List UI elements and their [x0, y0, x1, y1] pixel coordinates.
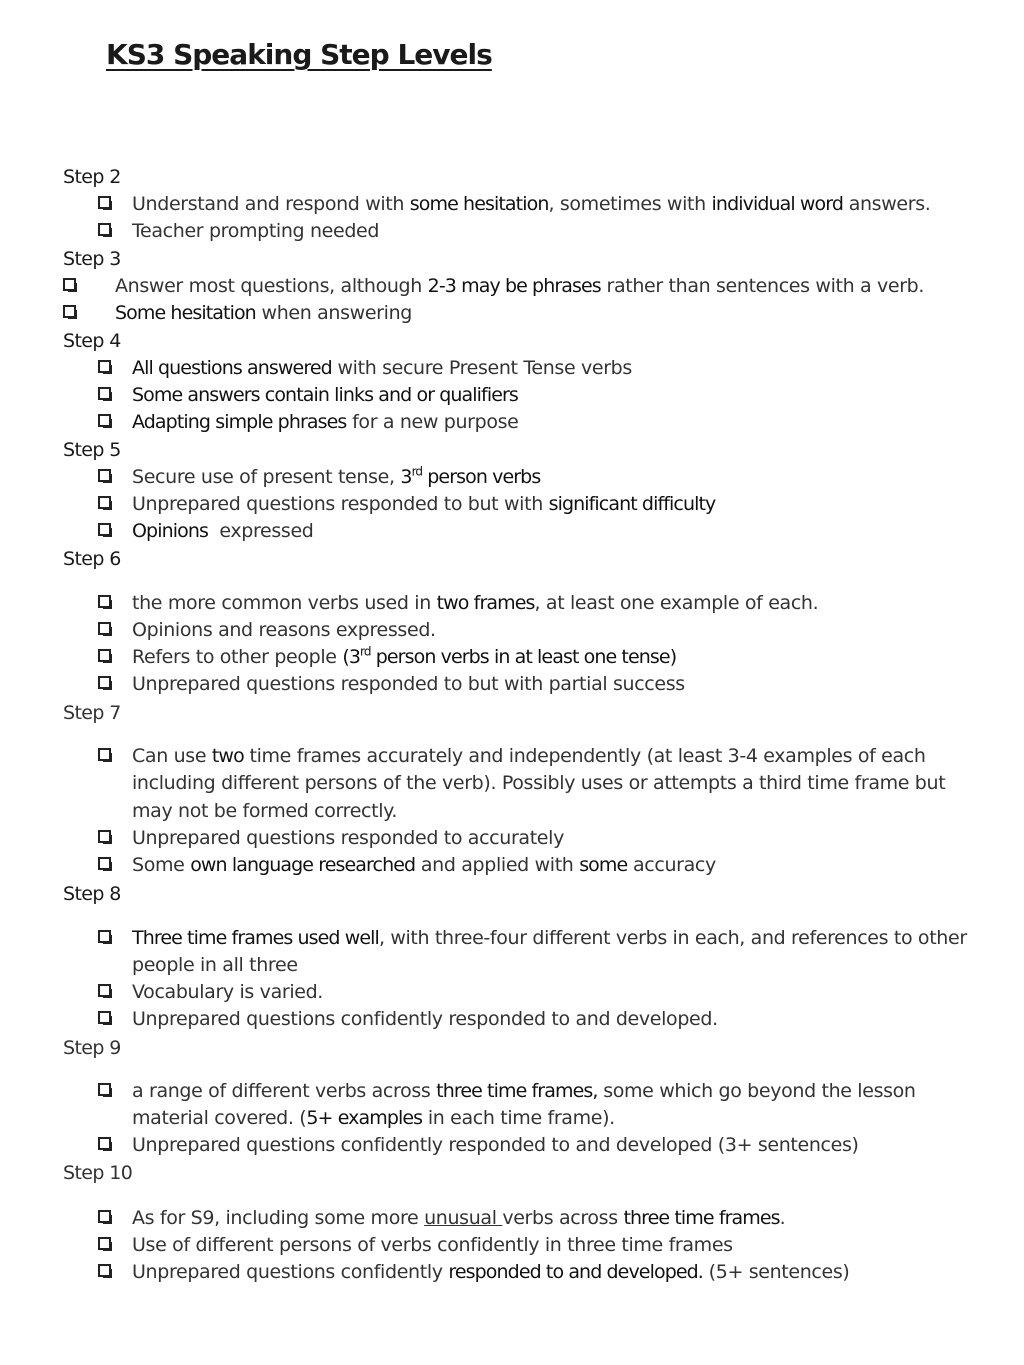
- checkbox-icon: [98, 387, 111, 400]
- list-item: As for S9, including some more unusual verbs across three time frames.: [98, 1205, 978, 1232]
- checkbox-icon: [98, 1137, 111, 1150]
- checkbox-icon: [98, 649, 111, 662]
- list-item: Unprepared questions responded to accurately: [98, 825, 978, 852]
- list-item: Unprepared questions responded to but with partial success: [98, 671, 978, 698]
- checkbox-icon: [98, 1083, 111, 1096]
- checkbox-icon: [98, 1264, 111, 1277]
- checkbox-icon: [98, 595, 111, 608]
- list-item: Teacher prompting needed: [98, 218, 978, 245]
- step-heading-5: Step 5: [63, 439, 121, 461]
- list-item: Opinions expressed: [98, 518, 978, 545]
- checkbox-icon: [98, 857, 111, 870]
- list-item: Unprepared questions confidently responded to and developed (3+ sentences): [98, 1132, 978, 1159]
- list-item: Use of different persons of verbs confidently in three time frames: [98, 1232, 978, 1259]
- checkbox-icon: [98, 360, 111, 373]
- list-item: Unprepared questions confidently responded to and developed. (5+ sentences): [98, 1259, 978, 1286]
- step-heading-7: Step 7: [63, 702, 121, 724]
- checkbox-icon: [98, 1210, 111, 1223]
- checkbox-icon: [98, 622, 111, 635]
- checkbox-icon: [98, 984, 111, 997]
- list-item: Some own language researched and applied with some accuracy: [98, 852, 978, 879]
- checkbox-icon: [98, 414, 111, 427]
- checkbox-icon: [98, 496, 111, 509]
- step-heading-10: Step 10: [63, 1162, 133, 1184]
- list-item: Refers to other people (3rd person verbs in at least one tense): [98, 644, 978, 671]
- list-item: Some answers contain links and or qualifiers: [98, 382, 978, 409]
- step-heading-9: Step 9: [63, 1037, 121, 1059]
- list-item: Three time frames used well, with three-four different verbs in each, and references to other people in all three: [98, 925, 988, 980]
- checkbox-icon: [98, 223, 111, 236]
- list-item: the more common verbs used in two frames, at least one example of each.: [98, 590, 978, 617]
- checkbox-icon: [98, 469, 111, 482]
- list-item: Some hesitation when answering: [63, 300, 943, 327]
- list-item: Opinions and reasons expressed.: [98, 617, 978, 644]
- step-heading-6: Step 6: [63, 548, 121, 570]
- checkbox-icon: [98, 196, 111, 209]
- step-heading-4: Step 4: [63, 330, 121, 352]
- step-heading-2: Step 2: [63, 166, 121, 188]
- step-heading-8: Step 8: [63, 883, 121, 905]
- checkbox-icon: [98, 748, 111, 761]
- checkbox-icon: [98, 1237, 111, 1250]
- list-item: Understand and respond with some hesitation, sometimes with individual word answers.: [98, 191, 978, 218]
- list-item: Answer most questions, although 2-3 may be phrases rather than sentences with a verb.: [63, 273, 943, 300]
- checkbox-icon: [98, 523, 111, 536]
- checkbox-icon: [98, 830, 111, 843]
- list-item: Adapting simple phrases for a new purpose: [98, 409, 978, 436]
- list-item: a range of different verbs across three time frames, some which go beyond the lesson material covered. (5+ examples in each time frame).: [98, 1078, 938, 1133]
- checkbox-icon: [63, 305, 76, 318]
- checkbox-icon: [98, 1011, 111, 1024]
- step-heading-3: Step 3: [63, 248, 121, 270]
- list-item: Secure use of present tense, 3rd person verbs: [98, 464, 978, 491]
- checkbox-icon: [98, 676, 111, 689]
- checkbox-icon: [98, 930, 111, 943]
- page-title: KS3 Speaking Step Levels: [106, 38, 492, 71]
- list-item: Unprepared questions confidently responded to and developed.: [98, 1006, 978, 1033]
- list-item: Vocabulary is varied.: [98, 979, 978, 1006]
- list-item: Unprepared questions responded to but with significant difficulty: [98, 491, 978, 518]
- list-item: Can use two time frames accurately and independently (at least 3-4 examples of each including different persons of the verb). Possibly uses or attempts a third time frame but may not be formed correctly.: [98, 743, 958, 825]
- list-item: All questions answered with secure Present Tense verbs: [98, 355, 978, 382]
- checkbox-icon: [63, 278, 76, 291]
